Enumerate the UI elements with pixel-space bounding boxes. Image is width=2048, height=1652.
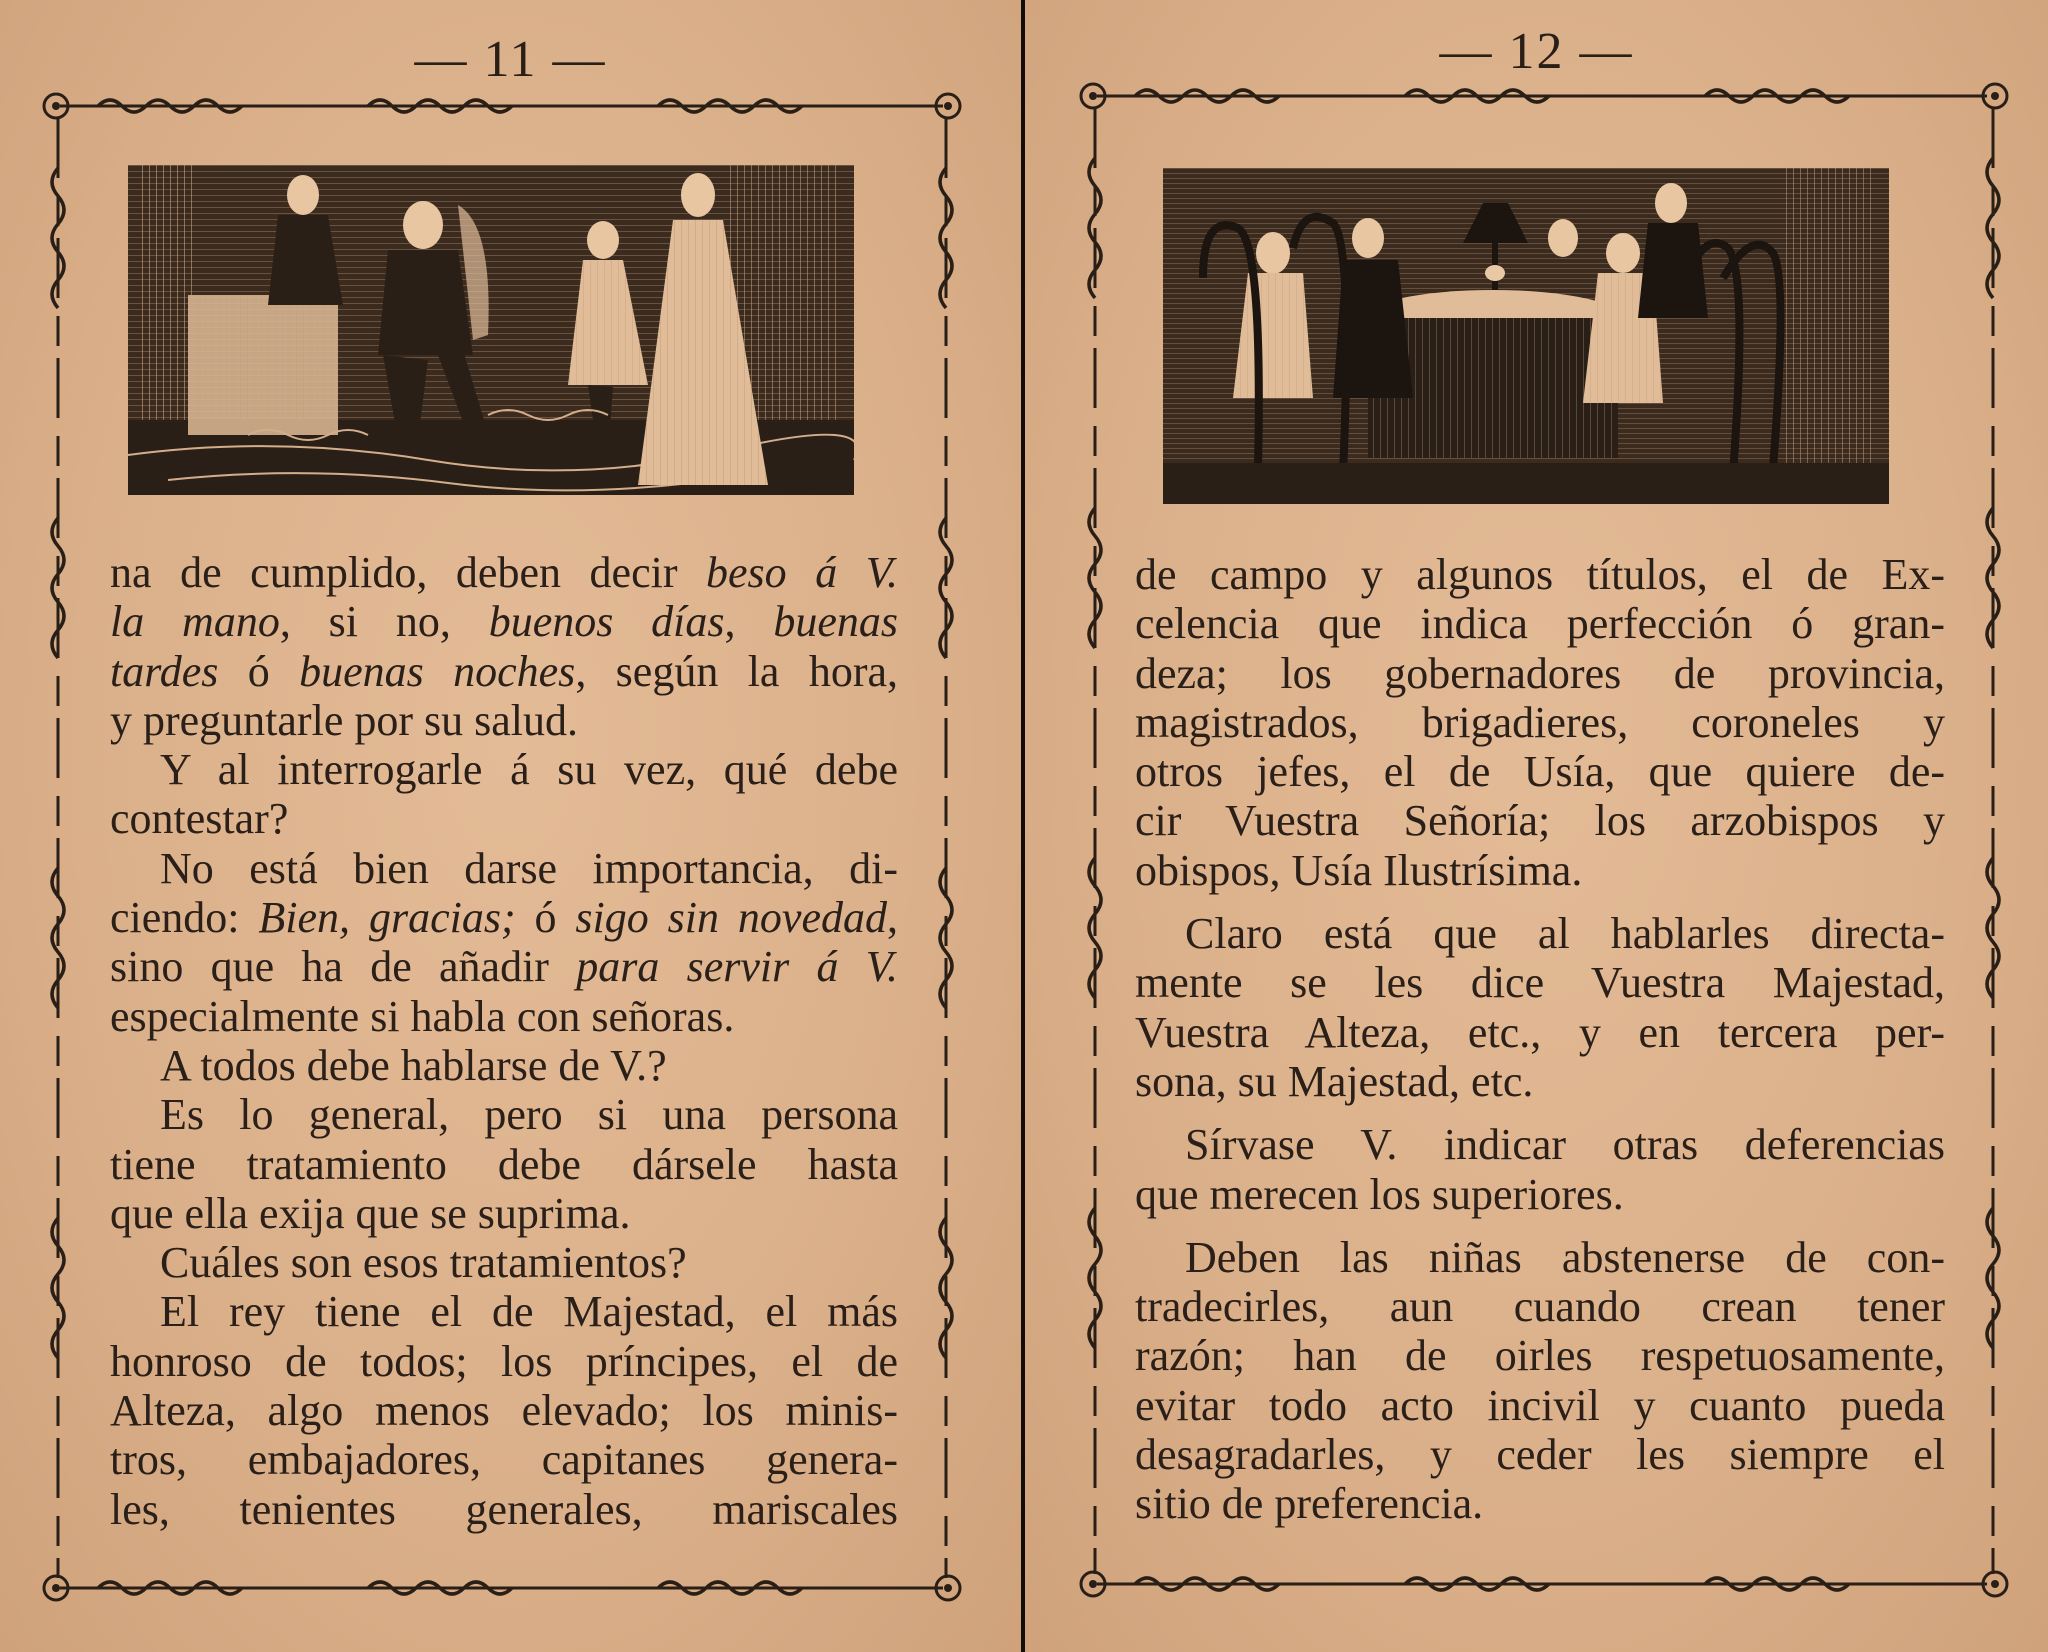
text-line [1135, 1170, 1945, 1219]
right-body-text [1135, 550, 1945, 1529]
text-line [110, 1140, 898, 1189]
text-run: Es lo general, pero si una persona [160, 1090, 898, 1140]
text-line [1135, 1282, 1945, 1331]
page-number-right: — 12 — [1439, 23, 1634, 80]
text-line [110, 1386, 898, 1435]
text-line [1135, 1430, 1945, 1479]
text-line [110, 893, 898, 942]
text-line [110, 1189, 898, 1238]
text-run: deza; los gobernadores de provincia, [1135, 648, 1945, 698]
italic-run: buenas noches [299, 646, 576, 696]
text-line [1135, 1479, 1945, 1528]
text-run: sona, su Majestad, etc. [1135, 1056, 1534, 1106]
text-line [110, 597, 898, 646]
text-line [110, 647, 898, 696]
text-line [110, 844, 898, 893]
italic-run: la mano [110, 597, 280, 647]
italic-run: para servir á V. [576, 942, 899, 992]
text-line [1135, 599, 1945, 648]
text-line [1135, 1008, 1945, 1057]
text-run: Deben las niñas abstenerse de con- [1185, 1232, 1945, 1282]
text-run: ó [218, 646, 300, 696]
text-run: na de cumplido, deben decir [110, 548, 707, 597]
text-run: , según la hora, [575, 646, 898, 696]
text-run: sino que ha de añadir [110, 942, 577, 992]
text-line [110, 1435, 898, 1484]
text-run: tros, embajadores, capitanes genera- [110, 1435, 898, 1485]
text-run: Sírvase V. indicar otras deferencias [1185, 1120, 1945, 1170]
text-run: , [886, 893, 898, 943]
text-line [1135, 649, 1945, 698]
text-run: Claro está que al hablarles directa- [1185, 909, 1945, 959]
italic-run: buenas [773, 597, 899, 647]
text-run: contestar? [110, 794, 289, 844]
italic-run: beso á V. [706, 548, 898, 597]
text-run: desagradarles, y ceder les siempre el [1135, 1430, 1945, 1480]
text-run: Cuáles son esos tratamientos? [160, 1238, 687, 1288]
text-run: Alteza, algo menos elevado; los minis- [110, 1386, 898, 1436]
text-run: sitio de preferencia. [1135, 1479, 1484, 1529]
italic-run: sigo sin novedad [575, 893, 887, 943]
text-line [110, 1337, 898, 1386]
paragraph-gap [1135, 1106, 1945, 1120]
text-line [1135, 958, 1945, 1007]
left-page [0, 0, 1021, 1652]
text-line [1135, 1057, 1945, 1106]
text-line [1135, 846, 1945, 895]
text-line [110, 1485, 898, 1534]
text-run: tiene tratamiento debe dársele hasta [110, 1139, 898, 1189]
paragraph-gap [1135, 1219, 1945, 1233]
engraving-girls-at-lamp-table [1163, 168, 1889, 504]
text-run: evitar todo acto incivil y cuanto pueda [1135, 1380, 1945, 1430]
text-line [110, 548, 898, 597]
text-line [1135, 1120, 1945, 1169]
text-run: que merecen los superiores. [1135, 1169, 1624, 1219]
text-line [1135, 1233, 1945, 1282]
text-line [1135, 796, 1945, 845]
text-line [1135, 698, 1945, 747]
text-run: Y al interrogarle á su vez, qué debe [160, 745, 898, 795]
text-run: que ella exija que se suprima. [110, 1188, 631, 1238]
italic-run: tardes [110, 646, 219, 696]
text-run: magistrados, brigadieres, coroneles y [1135, 697, 1945, 747]
text-line [1135, 747, 1945, 796]
text-run: ciendo: [110, 893, 259, 943]
text-line [1135, 550, 1945, 599]
text-line [110, 1041, 898, 1090]
italic-run: Bien, gracias; [258, 893, 516, 943]
text-line [1135, 1381, 1945, 1430]
engraving-drawing-room-scene [128, 165, 854, 495]
paragraph-gap [1135, 895, 1945, 909]
italic-run: buenos días [488, 597, 725, 647]
page-number-left: — 11 — [414, 31, 607, 88]
text-line [1135, 909, 1945, 958]
text-run: especialmente si habla con señoras. [110, 991, 735, 1041]
text-line [110, 1090, 898, 1139]
text-run: honroso de todos; los príncipes, el de [110, 1336, 898, 1386]
text-line [110, 1238, 898, 1287]
text-line [110, 1287, 898, 1336]
text-run: tradecirles, aun cuando crean tener [1135, 1282, 1945, 1332]
left-body-text [110, 548, 898, 1534]
text-run: mente se les dice Vuestra Majestad, [1135, 958, 1945, 1008]
text-line [1135, 1331, 1945, 1380]
text-run: y preguntarle por su salud. [110, 695, 578, 745]
text-run: cir Vuestra Señoría; los arzobispos y [1135, 796, 1945, 846]
right-page [1025, 0, 2048, 1652]
text-run: , [724, 597, 774, 647]
text-run: les, tenientes generales, mariscales [110, 1484, 898, 1534]
text-run: No está bien darse importancia, di- [160, 843, 898, 893]
text-run: de campo y algunos títulos, el de Ex- [1135, 550, 1945, 599]
text-line [110, 992, 898, 1041]
text-run: obispos, Usía Ilustrísima. [1135, 845, 1583, 895]
text-line [110, 942, 898, 991]
text-run: celencia que indica perfección ó gran- [1135, 599, 1945, 649]
text-run: Vuestra Alteza, etc., y en tercera per- [1135, 1007, 1945, 1057]
text-line [110, 745, 898, 794]
text-run: , si no, [279, 597, 489, 647]
text-run: razón; han de oirles respetuosamente, [1135, 1331, 1945, 1381]
text-run: otros jefes, el de Usía, que quiere de- [1135, 747, 1945, 797]
text-run: ó [515, 893, 576, 943]
text-line [110, 696, 898, 745]
text-run: El rey tiene el de Majestad, el más [160, 1287, 898, 1337]
text-line [110, 794, 898, 843]
text-run: A todos debe hablarse de V.? [160, 1040, 667, 1090]
